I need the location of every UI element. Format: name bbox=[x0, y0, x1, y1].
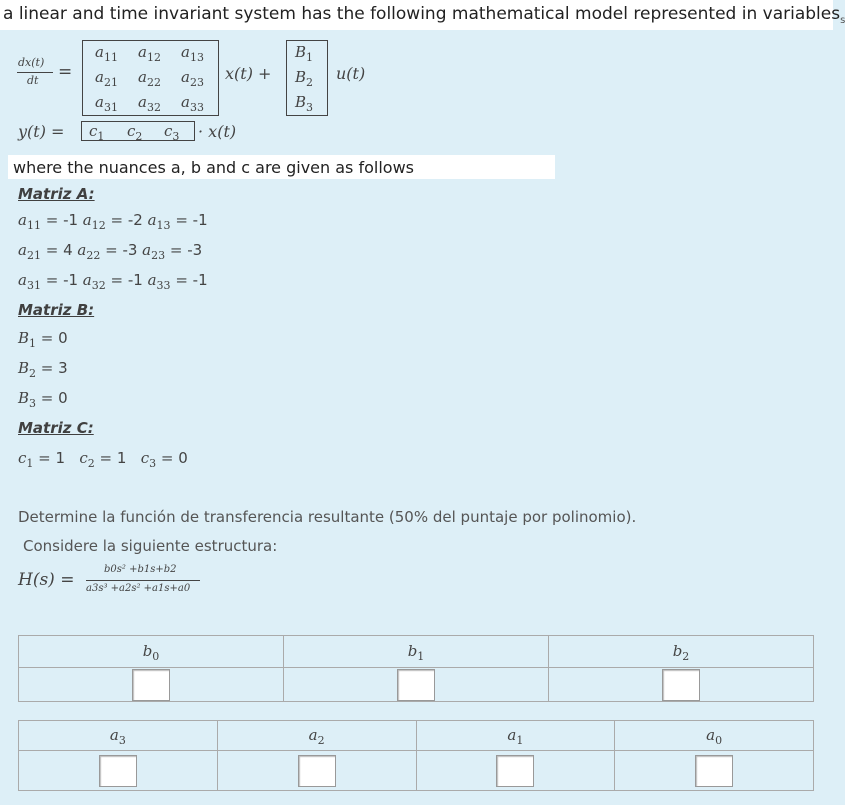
where-text: where the nuances a, b and c are given as follows bbox=[13, 158, 414, 177]
y-lhs: y(t) = bbox=[18, 122, 65, 141]
b0-input[interactable] bbox=[132, 669, 170, 701]
matrix-c-symbolic: $c_1$ $c_2$ $c_3$ bbox=[81, 121, 195, 141]
matrix-a-row-2: $a_{21} = 4$ $a_{22} = -3$ $a_{23} = -3$ bbox=[18, 241, 203, 262]
matrix-c-row: $c_1 = 1$ $c_2 = 1$ $c_3 = 0$ bbox=[18, 449, 188, 470]
cell-a0 bbox=[615, 751, 814, 791]
cell-b0 bbox=[19, 668, 284, 702]
matrix-b-row-2: $B_2 = 3$ bbox=[18, 359, 68, 380]
cell-a2 bbox=[217, 751, 416, 791]
equals-sign: = bbox=[58, 62, 73, 82]
matrix-b-row-3: $B_3 = 0$ bbox=[18, 389, 68, 410]
a0-input[interactable] bbox=[695, 755, 733, 787]
a1-input[interactable] bbox=[496, 755, 534, 787]
header-a3: $a_3$ bbox=[19, 721, 218, 751]
cell-b2 bbox=[549, 668, 814, 702]
derivative-numerator: dx(t) bbox=[18, 56, 45, 69]
matrix-b-heading: Matriz B: bbox=[18, 301, 95, 319]
cell-b1 bbox=[284, 668, 549, 702]
b1-input[interactable] bbox=[397, 669, 435, 701]
numerator-input-row bbox=[19, 668, 814, 702]
a3-input[interactable] bbox=[99, 755, 137, 787]
u-term: u(t) bbox=[336, 64, 366, 83]
denominator-input-row bbox=[19, 751, 814, 791]
determine-instruction: Determine la función de transferencia resultante (50% del puntaje por polinomio). bbox=[18, 508, 637, 526]
denominator-header-row bbox=[19, 721, 814, 751]
header-b1: $b_1$ bbox=[284, 636, 549, 668]
header-b2: $b_2$ bbox=[549, 636, 814, 668]
transfer-denominator: a3s³ +a2s² +a1s+a0 bbox=[86, 583, 191, 594]
header-a2: $a_2$ bbox=[217, 721, 416, 751]
numerator-header-row bbox=[19, 636, 814, 668]
derivative-denominator: dt bbox=[27, 74, 39, 87]
cell-a1 bbox=[416, 751, 615, 791]
a2-input[interactable] bbox=[298, 755, 336, 787]
intro-text bbox=[3, 4, 845, 26]
consider-instruction: Considere la siguiente estructura: bbox=[23, 537, 278, 555]
matrix-a-row-1: $a_{11} = -1$ $a_{12} = -2$ $a_{13} = -1$ bbox=[18, 211, 208, 232]
cell-a3 bbox=[19, 751, 218, 791]
numerator-table bbox=[18, 635, 814, 702]
y-rhs: · x(t) bbox=[198, 122, 237, 141]
denominator-table bbox=[18, 720, 814, 791]
transfer-numerator: b0s² +b1s+b2 bbox=[104, 564, 177, 575]
header-b0: $b_0$ bbox=[19, 636, 284, 668]
transfer-lhs: H(s) = bbox=[18, 570, 75, 590]
header-a0: $a_0$ bbox=[615, 721, 814, 751]
matrix-c-heading: Matriz C: bbox=[18, 419, 94, 437]
x-term: x(t) + bbox=[225, 64, 272, 83]
matrix-a-symbolic: $a_{11}$ $a_{12}$ $a_{13}$ $a_{21}$ $a_{22}$ $a_{23}$ $a_{31}$ $a_{32}$ $a_{33}$ bbox=[82, 40, 219, 116]
intro-text-main: a linear and time invariant system has the following mathematical model represented in variables bbox=[3, 4, 841, 24]
b2-input[interactable] bbox=[662, 669, 700, 701]
matrix-b-symbolic: $B_1$ $B_2$ $B_3$ bbox=[286, 40, 328, 116]
header-a1: $a_1$ bbox=[416, 721, 615, 751]
intro-text-subscript: s bbox=[840, 15, 845, 26]
matrix-a-row-3: $a_{31} = -1$ $a_{32} = -1$ $a_{33} = -1$ bbox=[18, 271, 208, 292]
matrix-a-heading: Matriz A: bbox=[18, 185, 95, 203]
matrix-b-row-1: $B_1 = 0$ bbox=[18, 329, 68, 350]
